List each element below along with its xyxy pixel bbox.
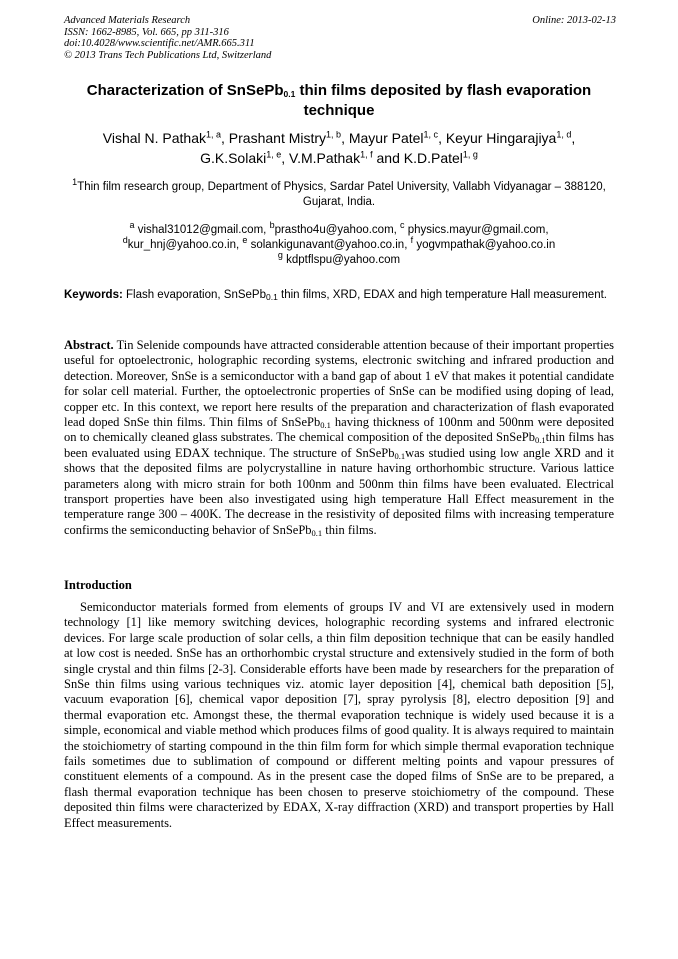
author: Prashant Mistry$^{1, b}$, (228, 129, 349, 146)
abstract: Abstract. Tin Selenide compounds have attracted considerable attention because of their important properties useful for optoelectronic, holographic recording systems, electronic switching and infrared production and detection. Moreover, SnSe is a semiconductor with a band gap of about 1 eV that makes it potential candidate for solar cell material. Further, the optoelectronic properties of SnSe can be modified using doping of lead, copper etc. In this context, we report here results of the preparation and characterization of flash evaporated lead doped SnSe thin films. Thin films of SnSePb$_{0.1}$ having thickness of 100nm and 500nm were deposited on to chemically cleaned glass substrates. The chemical composition of the deposited SnSePb$_{0.1}$thin films has been evaluated using EDAX technique. The structure of SnSePb$_{0.1}$was studied using low angle XRD and it shows that the deposited films are polycrystalline in nature having orthorhombic structure. Various lattice parameters along with micro strain for both 100nm and 500nm thin films have been evaluated. Electrical transport properties have been also investigated using high temperature Hall Effect measurement in the temperature range 300 – 400K. The decrease in the resistivity of deposited films with increasing temperature confirms the semiconducting behavior of SnSePb$_{0.1}$ thin films. (64, 338, 614, 538)
paper-title (52, 81, 626, 121)
title-subscript: 0.1 (283, 89, 296, 99)
author-list (56, 128, 622, 168)
affiliation (58, 177, 620, 210)
email: $^d$kur_hnj@yahoo.co.in, (122, 235, 243, 251)
email-list (58, 220, 620, 268)
journal-name: Advanced Materials Research (64, 15, 191, 26)
issn-line: ISSN: 1662-8985, Vol. 665, pp 311-316 (64, 26, 229, 38)
email: $^b$prastho4u@yahoo.com, (269, 220, 401, 236)
keywords: Keywords: Flash evaporation, SnSePb$_{0.1}$ thin films, XRD, EDAX and high temperature Hall measurement. (64, 289, 607, 302)
affiliation-text: Thin film research group, Department of Physics, Sardar Patel University, Vallabh Vidyanagar – 388120, Gujarat, India. (77, 181, 606, 208)
section-heading-introduction: Introduction (64, 578, 132, 592)
author: Vishal N. Pathak$^{1, a}$, (102, 129, 229, 146)
author: G.K.Solaki$^{1, e}$, (200, 149, 290, 166)
title-text-rest: thin films deposited by flash evaporation technique (295, 82, 592, 119)
email: $^f$ yogvmpathak@yahoo.co.in (410, 235, 556, 251)
author: K.D.Patel$^{1, g}$ (403, 149, 478, 166)
email: $^a$ vishal31012@gmail.com, (129, 220, 270, 236)
online-date: Online: 2013-02-13 (532, 15, 616, 26)
affiliation-marker: 1 (72, 177, 78, 188)
author: Keyur Hingarajiya$^{1, d}$, (445, 129, 576, 146)
doi-line: doi:10.4028/www.scientific.net/AMR.665.311 (64, 38, 255, 50)
copyright-line: © 2013 Trans Tech Publications Ltd, Switzerland (64, 49, 272, 61)
email: $^e$ solankigunavant@yahoo.co.in, (242, 235, 411, 251)
journal-header (64, 15, 616, 61)
title-text: Characterization of SnSePb (86, 82, 284, 99)
keywords-label: Keywords: (64, 289, 123, 301)
author: V.M.Pathak$^{1, f}$ and (289, 149, 404, 166)
introduction-paragraph: Semiconductor materials formed from elements of groups IV and VI are extensively used in modern technology [1] like memory switching devices, holographic recording systems and infrared electronic devices. For large scale production of solar cells, a thin film deposition technique that can be easily handled at low cost is needed. SnSe has an orthorhombic crystal structure and extensively studied in the form of both single crystal and thin films [2-3]. Considerable efforts have been made by researchers for the preparation of SnSe thin films using various techniques viz. atomic layer deposition [4], chemical bath deposition [5], vacuum evaporation [6], chemical vapor deposition [7], spray pyrolysis [8], electro deposition [9] and thermal evaporation etc. Amongst these, the thermal evaporation technique is widely used because it is a simple, economical and viable method which produces films of good quality. It is always required to maintain the stoichiometry of starting compound in the thin film form for which simple thermal evaporation technique fails sometimes due to sublimation of compound or different melting points and vapour pressures of constituent elements of a compound. As in the present case the doped films of SnSe are to be prepared, a flash thermal evaporation technique has been chosen to preserve stoichiometry of the compound. These deposited thin films were characterized by EDAX, X-ray diffraction (XRD) and transport properties by Hall Effect measurements. (64, 600, 614, 830)
email: $^g$ kdptflspu@yahoo.com (277, 250, 401, 266)
email: $^c$ physics.mayur@gmail.com, (400, 220, 549, 236)
abstract-label: Abstract. (64, 338, 114, 352)
author: Mayur Patel$^{1, c}$, (348, 129, 446, 146)
